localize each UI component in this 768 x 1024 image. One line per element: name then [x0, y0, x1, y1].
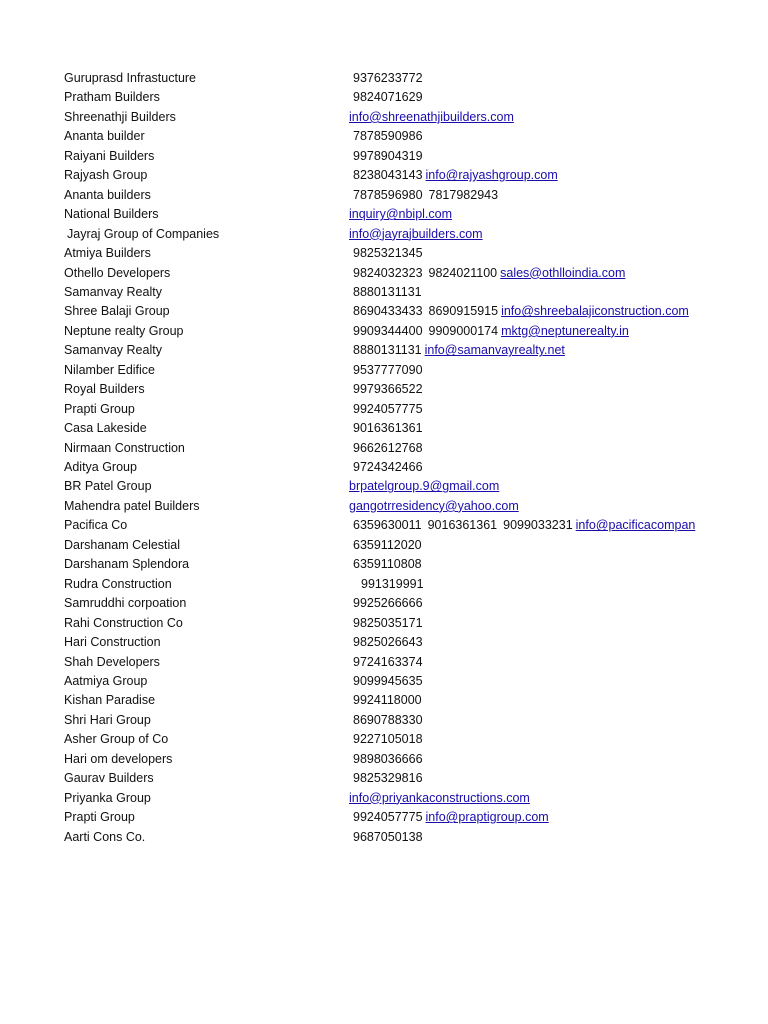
list-item	[0, 477, 768, 496]
company-name: Othello Developers	[64, 265, 171, 280]
contact-details	[349, 322, 629, 341]
list-item	[0, 594, 768, 613]
email-link[interactable]: info@rajyashgroup.com	[425, 168, 558, 183]
list-item	[0, 88, 768, 107]
company-name: Neptune realty Group	[64, 323, 184, 338]
company-name: Priyanka Group	[64, 790, 151, 805]
company-name: Rudra Construction	[64, 576, 172, 591]
phone-number: 9825321345	[353, 246, 423, 261]
company-name: Gaurav Builders	[64, 771, 154, 786]
list-item	[0, 69, 768, 88]
company-name: Prapti Group	[64, 810, 135, 825]
list-item	[0, 264, 768, 283]
phone-number: 8880131131	[353, 284, 422, 299]
company-name: Shreenathji Builders	[64, 109, 176, 124]
company-name: Shah Developers	[64, 654, 160, 669]
company-name: Darshanam Splendora	[64, 557, 190, 572]
list-item	[0, 536, 768, 555]
email-link[interactable]: info@jayrajbuilders.com	[349, 226, 483, 241]
contact-details	[349, 69, 423, 88]
email-link[interactable]: sales@othlloindia.com	[500, 265, 626, 280]
company-name: Ananta builder	[64, 129, 145, 144]
contact-details	[349, 575, 424, 594]
contact-details	[349, 633, 423, 652]
company-name: Ananta builders	[64, 187, 151, 202]
company-name: Hari om developers	[64, 751, 173, 766]
contact-details	[349, 516, 695, 535]
contact-details	[349, 88, 423, 107]
contact-details	[349, 497, 519, 516]
email-link[interactable]: inquiry@nbipl.com	[349, 207, 453, 222]
list-item	[0, 127, 768, 146]
email-link[interactable]: info@pacificacompan	[575, 518, 696, 533]
list-item	[0, 808, 768, 827]
company-name: Darshanam Celestial	[64, 537, 181, 552]
contact-details	[349, 672, 423, 691]
contact-details	[349, 555, 422, 574]
company-name: Prapti Group	[64, 401, 135, 416]
list-item	[0, 108, 768, 127]
contact-details	[349, 614, 423, 633]
email-link[interactable]: info@priyankaconstructions.com	[349, 790, 530, 805]
phone-number: 6359110808	[353, 557, 422, 572]
phone-number: 9099033231	[503, 518, 573, 533]
contact-details	[349, 594, 423, 613]
email-link[interactable]: info@praptigroup.com	[425, 810, 549, 825]
phone-number: 9016361361	[353, 421, 423, 436]
contact-details	[349, 789, 530, 808]
phone-number: 7878596980	[353, 187, 423, 202]
list-item	[0, 166, 768, 185]
company-name: Hari Construction	[64, 635, 161, 650]
phone-number: 8690915915	[428, 304, 499, 319]
list-item	[0, 225, 768, 244]
company-name: Casa Lakeside	[64, 421, 147, 436]
list-item	[0, 691, 768, 710]
company-name: Pratham Builders	[64, 90, 160, 105]
phone-number: 9687050138	[353, 829, 423, 844]
company-name: Rahi Construction Co	[64, 615, 183, 630]
list-item	[0, 205, 768, 224]
contact-details	[349, 458, 423, 477]
list-item	[0, 730, 768, 749]
email-link[interactable]: gangotrresidency@yahoo.com	[349, 498, 519, 513]
company-name: Shree Balaji Group	[64, 304, 170, 319]
phone-number: 9825026643	[353, 635, 423, 650]
phone-number: 9825035171	[353, 615, 423, 630]
company-name: Atmiya Builders	[64, 246, 151, 261]
list-item	[0, 361, 768, 380]
list-item	[0, 322, 768, 341]
company-name: Pacifica Co	[64, 518, 128, 533]
contact-details	[349, 108, 514, 127]
company-name: Samruddhi corpoation	[64, 596, 187, 611]
list-item	[0, 828, 768, 847]
list-item	[0, 419, 768, 438]
phone-number: 9016361361	[427, 518, 498, 533]
company-name: Mahendra patel Builders	[64, 498, 200, 513]
company-name: Samanvay Realty	[64, 284, 162, 299]
email-link[interactable]: info@shreenathjibuilders.com	[349, 109, 514, 124]
phone-number: 8238043143	[353, 168, 423, 183]
contact-details	[349, 361, 423, 380]
list-item	[0, 147, 768, 166]
phone-number: 7878590986	[353, 129, 423, 144]
contact-details	[349, 166, 558, 185]
list-item	[0, 769, 768, 788]
phone-number: 9376233772	[353, 71, 423, 85]
list-item	[0, 400, 768, 419]
company-name: Aatmiya Group	[64, 673, 148, 688]
company-name: Rajyash Group	[64, 168, 148, 183]
company-name: Aarti Cons Co.	[64, 829, 146, 844]
phone-number: 9824071629	[353, 90, 423, 105]
contact-details	[349, 477, 499, 496]
company-name: National Builders	[64, 207, 159, 222]
list-item	[0, 614, 768, 633]
phone-number: 9724342466	[353, 460, 423, 474]
list-item	[0, 575, 768, 594]
phone-number: 9824032323	[353, 265, 423, 280]
list-item	[0, 789, 768, 808]
list-item	[0, 653, 768, 672]
phone-number: 8880131131	[353, 343, 422, 358]
email-link[interactable]: info@samanvayrealty.net	[424, 343, 565, 358]
list-item	[0, 439, 768, 458]
phone-number: 8690433433	[353, 304, 423, 319]
list-item	[0, 380, 768, 399]
company-name: Royal Builders	[64, 382, 145, 397]
phone-number: 9537777090	[353, 362, 423, 377]
list-item	[0, 186, 768, 205]
company-name: Nirmaan Construction	[64, 440, 185, 455]
phone-number: 991319991	[361, 576, 424, 591]
email-link[interactable]: brpatelgroup.9@gmail.com	[349, 479, 500, 494]
phone-number: 9978904319	[353, 148, 423, 163]
phone-number: 9979366522	[353, 382, 423, 397]
phone-number: 9724163374	[353, 654, 423, 669]
list-item	[0, 750, 768, 769]
phone-number: 9099945635	[353, 673, 423, 688]
company-name: Kishan Paradise	[64, 693, 156, 708]
company-name: Aditya Group	[64, 460, 137, 474]
phone-number: 6359630011	[353, 518, 422, 533]
contact-details	[349, 750, 423, 769]
contact-details	[349, 808, 549, 827]
phone-number: 9924057775	[353, 401, 423, 416]
phone-number: 7817982943	[428, 187, 499, 202]
phone-number: 9909344400	[353, 323, 423, 338]
contact-details	[349, 400, 423, 419]
list-item	[0, 672, 768, 691]
contact-details	[349, 205, 452, 224]
contact-details	[349, 380, 423, 399]
company-name: Asher Group of Co	[64, 732, 169, 747]
list-item	[0, 341, 768, 360]
phone-number: 9662612768	[353, 440, 423, 455]
company-name: Samanvay Realty	[64, 343, 162, 358]
list-item	[0, 458, 768, 477]
list-item	[0, 711, 768, 730]
phone-number: 6359112020	[353, 537, 422, 552]
company-name: Jayraj Group of Companies	[67, 226, 220, 241]
contact-details	[349, 283, 422, 302]
phone-number: 8690788330	[353, 712, 423, 727]
contact-details	[349, 439, 423, 458]
company-name: BR Patel Group	[64, 479, 152, 494]
contact-details	[349, 341, 565, 360]
contact-details	[349, 691, 422, 710]
company-name: Guruprasd Infrastucture	[64, 71, 197, 85]
contact-details	[349, 730, 423, 749]
contact-details	[349, 225, 483, 244]
list-item	[0, 283, 768, 302]
list-item	[0, 497, 768, 516]
contact-details	[349, 711, 423, 730]
email-link[interactable]: mktg@neptunerealty.in	[501, 323, 629, 338]
contact-details	[349, 419, 423, 438]
company-name: Nilamber Edifice	[64, 362, 156, 377]
company-name: Shri Hari Group	[64, 712, 151, 727]
contact-details	[349, 264, 625, 283]
contact-details	[349, 302, 689, 321]
phone-number: 9909000174	[428, 323, 499, 338]
contact-details	[349, 653, 423, 672]
phone-number: 9825329816	[353, 771, 423, 786]
list-item	[0, 633, 768, 652]
contact-details	[349, 127, 423, 146]
contact-details	[349, 769, 423, 788]
company-name: Raiyani Builders	[64, 148, 155, 163]
list-item	[0, 516, 768, 535]
list-item	[0, 244, 768, 263]
contact-details	[349, 828, 423, 847]
phone-number: 9924057775	[353, 810, 423, 825]
phone-number: 9227105018	[353, 732, 423, 747]
phone-number: 9924118000	[353, 693, 422, 708]
email-link[interactable]: info@shreebalajiconstruction.com	[501, 304, 689, 319]
contact-details	[349, 244, 423, 263]
list-item	[0, 555, 768, 574]
phone-number: 9925266666	[353, 596, 423, 611]
contact-details	[349, 147, 423, 166]
phone-number: 9898036666	[353, 751, 423, 766]
list-item	[0, 302, 768, 321]
contact-details	[349, 186, 498, 205]
contact-details	[349, 536, 422, 555]
phone-number: 9824021100	[428, 265, 498, 280]
